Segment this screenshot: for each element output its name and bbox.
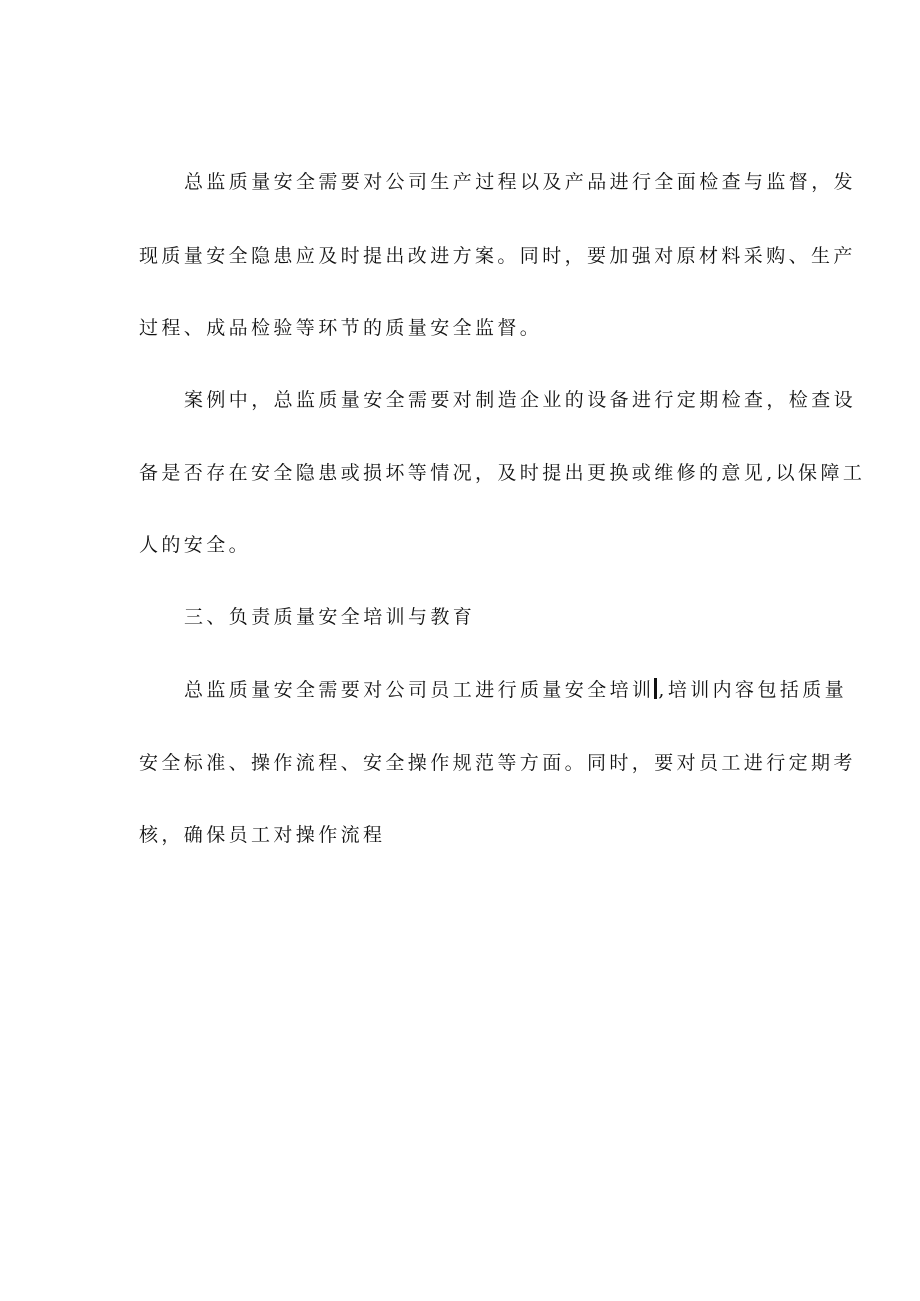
paragraph-1-line-3: 过程、成品检验等环节的质量安全监督。 xyxy=(139,317,543,339)
paragraph-1-line-1: 总监质量安全需要对公司生产过程以及产品进行全面检查与监督，发 xyxy=(184,171,857,193)
paragraph-4-line-3: 核，确保员工对操作流程 xyxy=(139,824,386,846)
paragraph-4-line-1-head: 总监质量安全需要对公司员工进行质量安全培训 xyxy=(184,679,655,701)
paragraph-2-line-1: 案例中，总监质量安全需要对制造企业的设备进行定期检查，检查设 xyxy=(184,389,857,411)
paragraph-1-line-2: 现质量安全隐患应及时提出改进方案。同时，要加强对原材料采购、生产 xyxy=(139,245,856,267)
paragraph-2-line-3: 人的安全。 xyxy=(139,534,252,556)
section-heading: 三、负责质量安全培训与教育 xyxy=(184,606,476,628)
paragraph-4-line-2: 安全标准、操作流程、安全操作规范等方面。同时，要对员工进行定期考 xyxy=(139,752,856,774)
text-cursor-mark xyxy=(654,678,657,699)
paragraph-4-line-1 xyxy=(184,678,847,702)
paragraph-4-line-1-tail: ,培训内容包括质量 xyxy=(658,679,848,701)
paragraph-2-line-2: 备是否存在安全隐患或损坏等情况，及时提出更换或维修的意见,以保障工 xyxy=(139,462,866,484)
